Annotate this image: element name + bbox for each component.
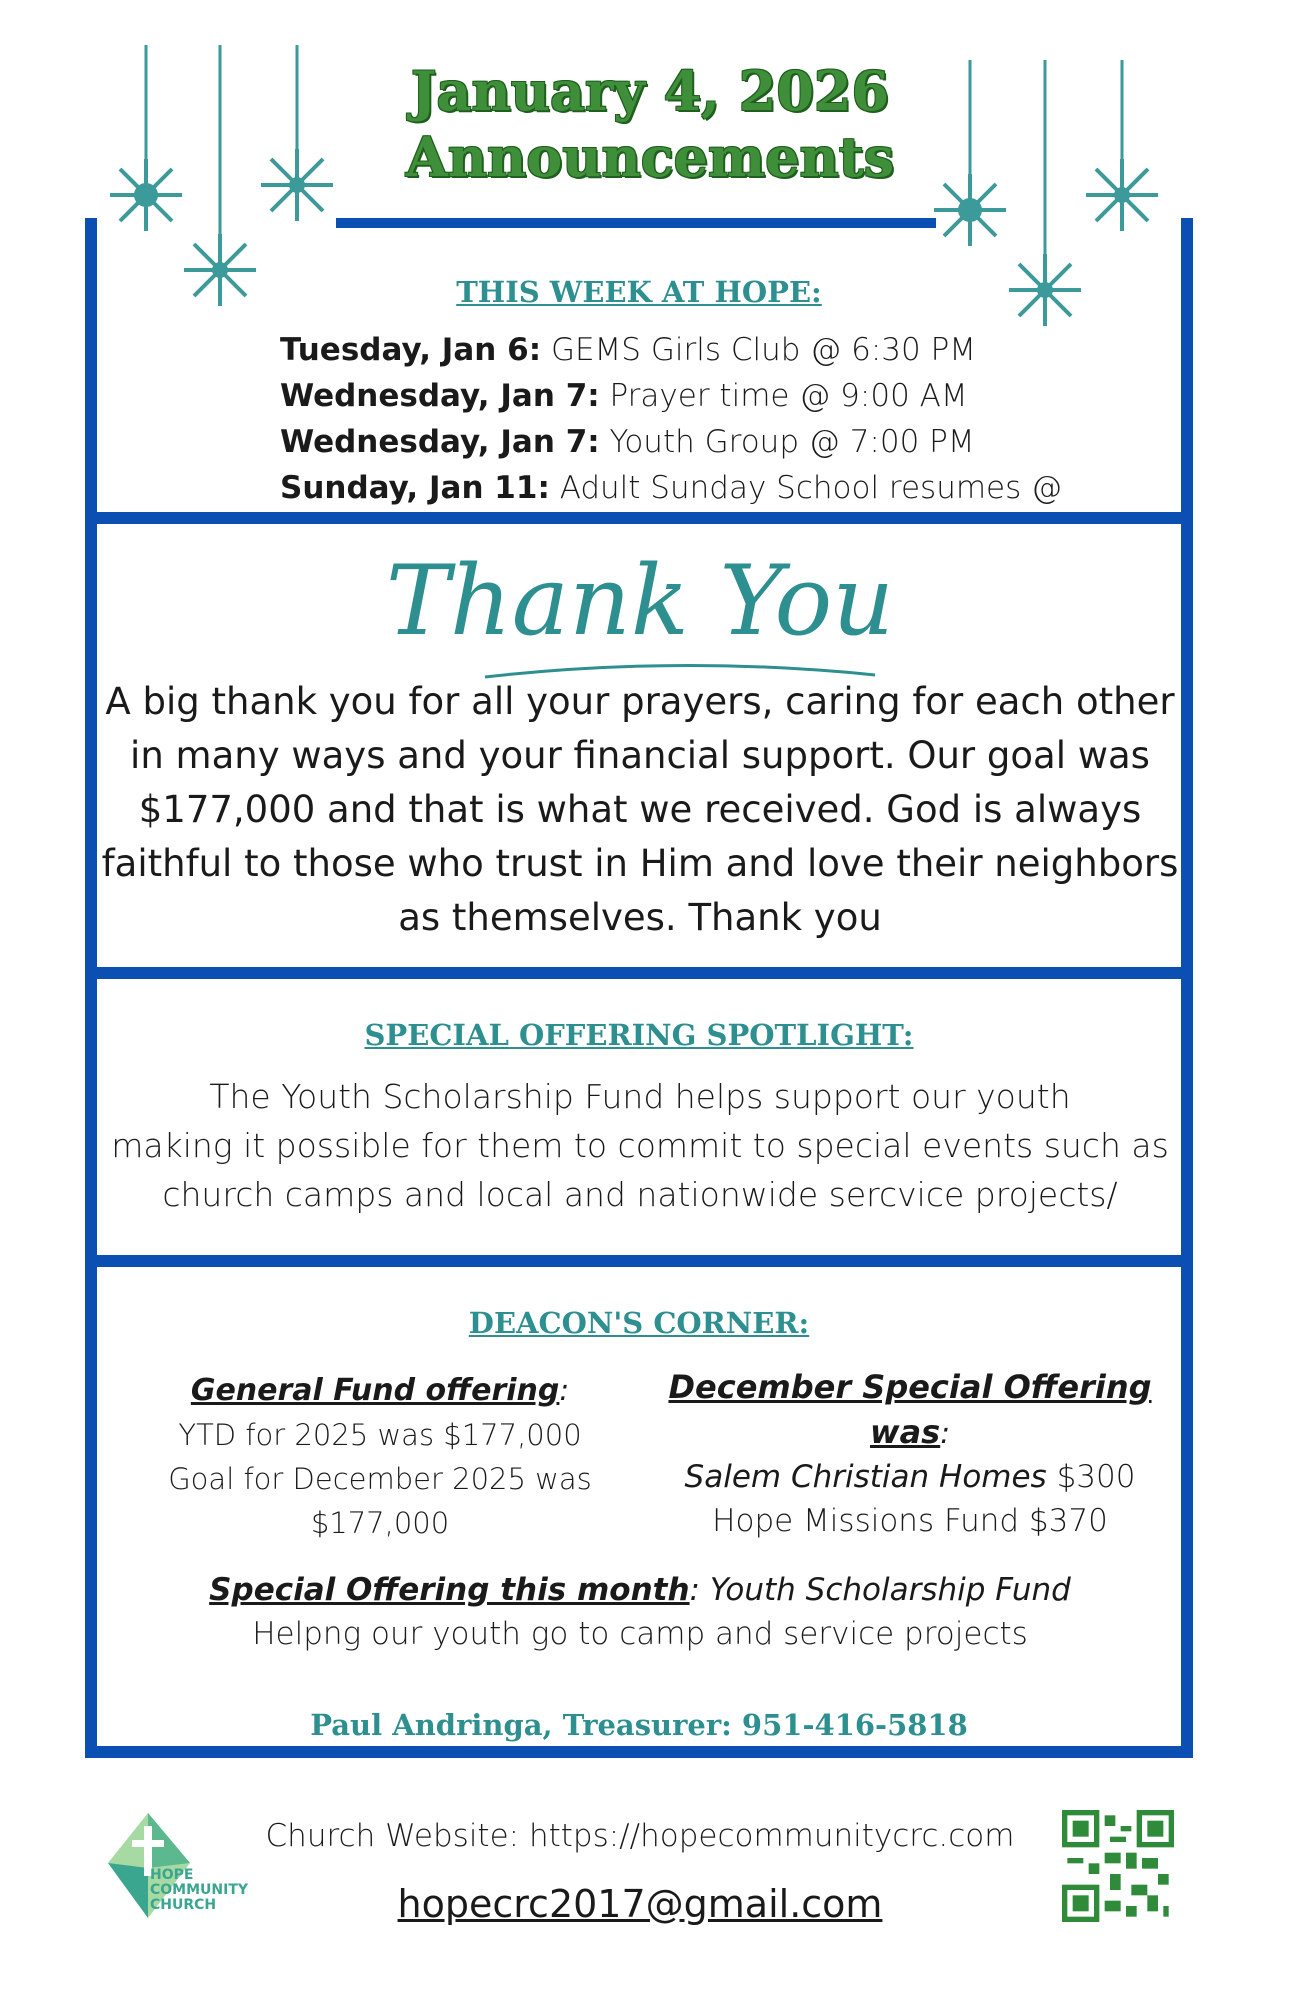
december-offering-column: December Special Offering was: Salem Christian Homes $300 Hope Missions Fund $370 bbox=[668, 1368, 1152, 1539]
thank-you-message: A big thank you for all your prayers, caring for each other in many ways and your financial support. Our goal was $177,000 and that is what we received. God is always faithful to those who trust in Him and love their neighbors as themselves. Thank you bbox=[101, 680, 1179, 939]
month-offering-title: Special Offering this month bbox=[209, 1572, 690, 1608]
page-title bbox=[330, 58, 970, 190]
section-divider-3 bbox=[85, 1255, 1193, 1267]
week-item: Wednesday, Jan 7: Prayer time @ 9:00 AM bbox=[280, 378, 968, 414]
december-offering-title: December Special Offering was bbox=[668, 1368, 1152, 1451]
qr-code-icon[interactable] bbox=[1062, 1810, 1174, 1922]
week-item: Wednesday, Jan 7: Youth Group @ 7:00 PM bbox=[280, 424, 975, 460]
church-email-link[interactable]: hopecrc2017@gmail.com bbox=[397, 1882, 883, 1926]
general-fund-title: General Fund offering bbox=[190, 1373, 560, 1408]
spotlight-heading: SPECIAL OFFERING SPOTLIGHT: bbox=[364, 1018, 914, 1052]
general-fund-column: General Fund offering: YTD for 2025 was $177,000 Goal for December 2025 was $177,000 bbox=[168, 1373, 592, 1540]
this-week-heading: THIS WEEK AT HOPE: bbox=[456, 275, 822, 309]
frame-top-bar bbox=[336, 218, 936, 228]
week-item: Sunday, Jan 11: Adult Sunday School resumes @ bbox=[280, 470, 1063, 506]
title-date: January 4, 2026 bbox=[410, 59, 890, 123]
week-item: Tuesday, Jan 6: GEMS Girls Club @ 6:30 PM bbox=[280, 332, 977, 368]
church-logo-text: HOPE COMMUNITY CHURCH bbox=[150, 1867, 249, 1913]
church-website-link[interactable]: Church Website: https://hopecommunitycrc.com bbox=[265, 1818, 1015, 1854]
deacon-heading: DEACON'S CORNER: bbox=[468, 1306, 810, 1340]
section-divider-1 bbox=[85, 512, 1193, 524]
section-divider-2 bbox=[85, 967, 1193, 979]
treasurer-contact: Paul Andringa, Treasurer: 951-416-5818 bbox=[310, 1708, 968, 1742]
title-announcements: Announcements bbox=[405, 125, 895, 189]
month-offering: Special Offering this month: Youth Scholarship Fund Helpng our youth go to camp and service projects bbox=[209, 1572, 1071, 1652]
thank-you-script-title: Thank You bbox=[385, 545, 895, 657]
spotlight-text: The Youth Scholarship Fund helps support our youth making it possible for them to commit to special events such as church camps and local and nationwide sercvice projects/ bbox=[111, 1077, 1169, 1214]
